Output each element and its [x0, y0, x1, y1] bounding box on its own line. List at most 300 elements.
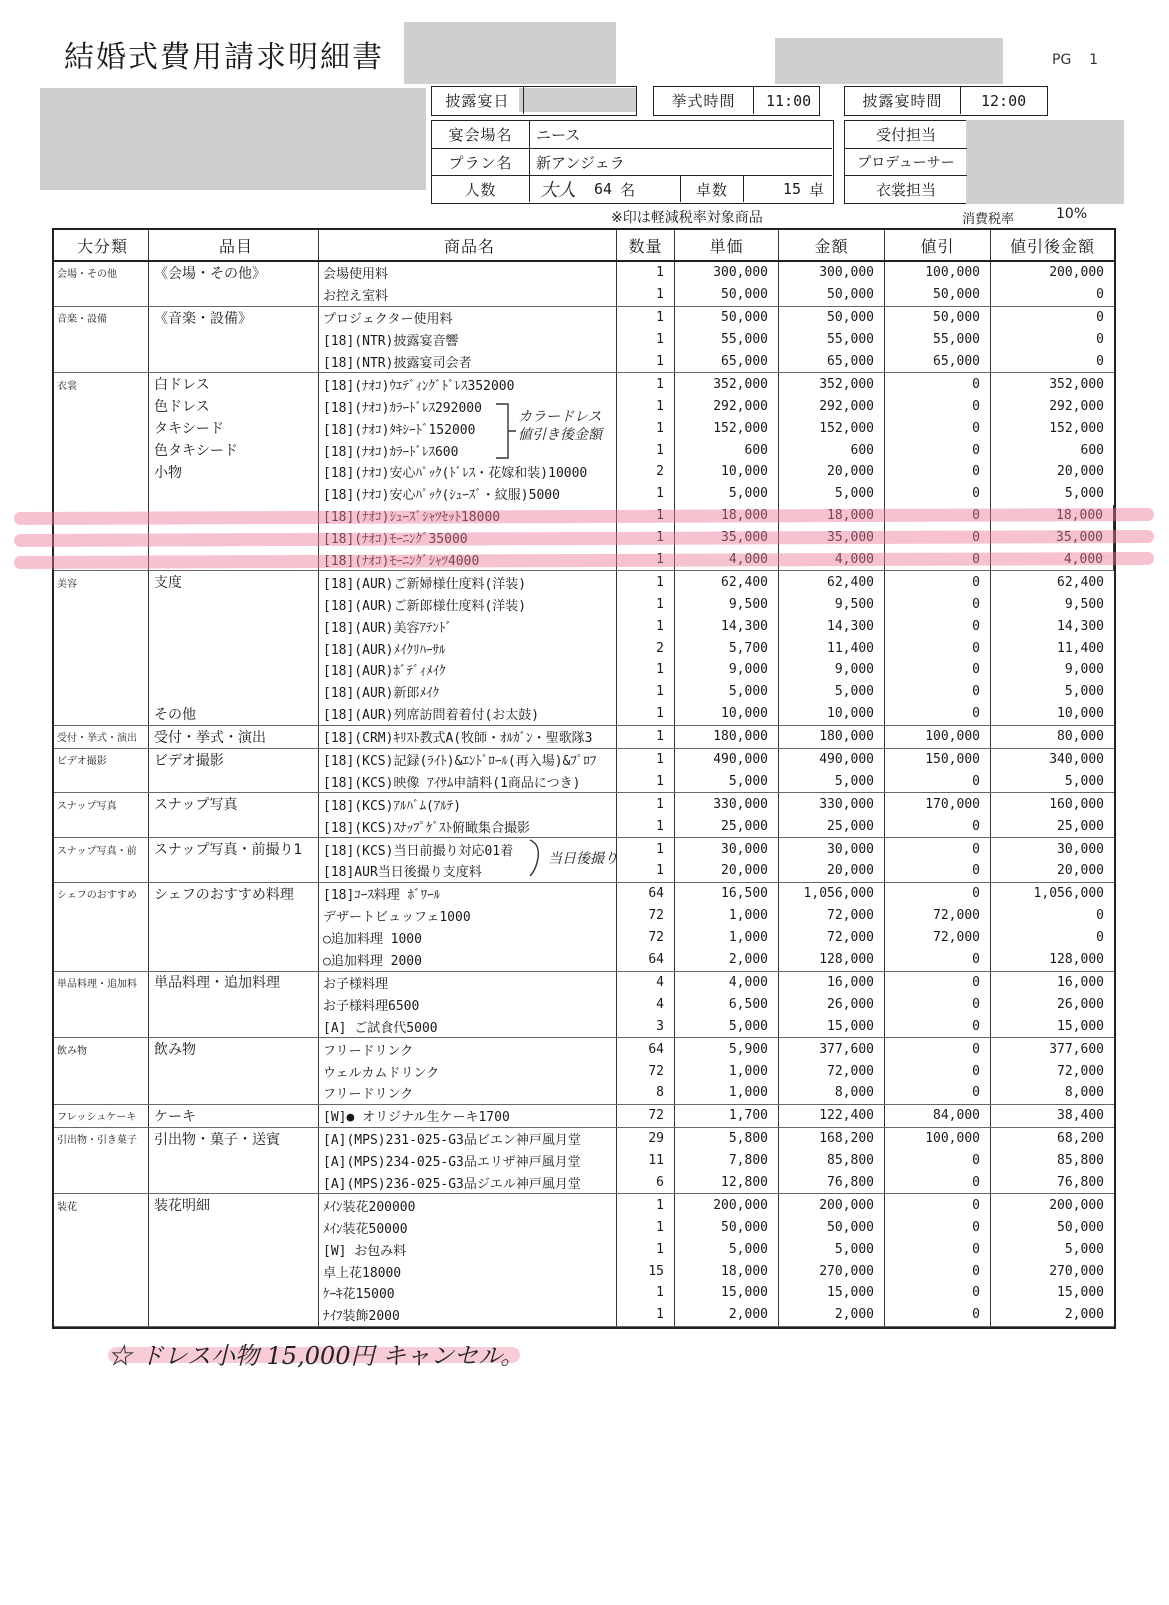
cell-net-amount: 292,000 [1049, 398, 1104, 414]
cell-unit-price: 1,700 [675, 1105, 779, 1127]
cell-item [149, 1216, 319, 1238]
cell-quantity: 6 [617, 1172, 675, 1194]
cell-amount: 72,000 [779, 927, 885, 949]
cell-item: その他 [149, 703, 319, 725]
table-row [54, 329, 1114, 351]
table-row [54, 927, 1114, 949]
cell-category [54, 549, 149, 571]
same-day-note: 当日後撮り [548, 851, 618, 867]
cell-item: 飲み物 [149, 1038, 319, 1060]
cell-net-amount: 76,800 [1057, 1174, 1104, 1190]
table-row [54, 549, 1114, 572]
cell-quantity: 1 [617, 284, 675, 306]
bracket-mark [494, 400, 518, 462]
cell-amount: 72,000 [779, 905, 885, 927]
cell-discount: 0 [885, 1038, 991, 1060]
cell-item [149, 1150, 319, 1172]
cell-net-amount: 352,000 [1049, 376, 1104, 392]
cell-category [54, 1082, 149, 1104]
cell-net-amount: 9,000 [1064, 662, 1104, 678]
cell-product: お子様料理 [319, 972, 617, 994]
cell-category: 音楽・設備 [54, 307, 149, 329]
table-row [54, 1260, 1114, 1282]
cell-unit-price: 1,000 [675, 927, 779, 949]
cell-category [54, 439, 149, 461]
cell-category [54, 815, 149, 837]
cell-product: [18](NTR)披露宴司会者 [319, 351, 617, 373]
cell-quantity: 1 [617, 815, 675, 837]
cell-net-amount: 30,000 [1057, 841, 1104, 857]
cell-quantity: 1 [617, 593, 675, 615]
cell-net-amount: 10,000 [1057, 706, 1104, 722]
cell-category: 受付・挙式・演出 [54, 726, 149, 748]
cell-amount: 1,056,000 [779, 883, 885, 905]
cell-unit-price: 10,000 [675, 461, 779, 483]
cell-quantity: 1 [617, 793, 675, 815]
table-header [54, 230, 1114, 262]
cell-amount: 377,600 [779, 1038, 885, 1060]
table-row [54, 637, 1114, 659]
cell-net-amount: 38,400 [1057, 1108, 1104, 1124]
cell-amount: 5,000 [779, 1238, 885, 1260]
cell-unit-price: 352,000 [675, 373, 779, 395]
table-row [54, 461, 1114, 483]
cell-quantity: 8 [617, 1082, 675, 1104]
cell-category [54, 1282, 149, 1304]
cell-discount: 100,000 [885, 726, 991, 748]
cell-net-amount: 2,000 [1064, 1307, 1104, 1323]
cell-net-amount: 128,000 [1049, 952, 1104, 968]
cell-amount: 4,000 [779, 549, 885, 571]
table-row [54, 1038, 1114, 1060]
cell-amount: 16,000 [779, 972, 885, 994]
cell-unit-price: 30,000 [675, 838, 779, 860]
cell-category: シェフのおすすめ [54, 883, 149, 905]
cell-item: 色タキシード [149, 439, 319, 461]
cell-discount: 0 [885, 1282, 991, 1304]
table-row [54, 351, 1114, 374]
redaction-block [404, 22, 616, 84]
cell-net-amount: 11,400 [1057, 640, 1104, 656]
cell-net-amount: 20,000 [1057, 464, 1104, 480]
cell-discount: 50,000 [885, 284, 991, 306]
cell-item [149, 860, 319, 882]
guests-prefix: 大人 [540, 180, 576, 201]
cell-discount: 0 [885, 483, 991, 505]
cell-item [149, 593, 319, 615]
cell-net-amount: 5,000 [1064, 684, 1104, 700]
venue-plan-box [431, 120, 834, 204]
cell-quantity: 72 [617, 1105, 675, 1127]
cell-amount: 9,500 [779, 593, 885, 615]
reduced-tax-note: ※印は軽減税率対象商品 [611, 210, 763, 226]
cell-item: 引出物・菓子・送賓 [149, 1128, 319, 1150]
cell-unit-price: 5,000 [675, 483, 779, 505]
cell-unit-price: 300,000 [675, 262, 779, 284]
cell-product: お子様料理6500 [319, 993, 617, 1015]
table-row [54, 527, 1114, 549]
table-row [54, 483, 1114, 505]
table-row [54, 972, 1114, 994]
cell-quantity: 1 [617, 505, 675, 527]
cell-category [54, 703, 149, 725]
cell-amount: 352,000 [779, 373, 885, 395]
cell-item [149, 1060, 319, 1082]
table-row [54, 1105, 1114, 1128]
cell-category: ビデオ撮影 [54, 749, 149, 771]
cell-category: 単品料理・追加料 [54, 972, 149, 994]
cell-amount: 300,000 [779, 262, 885, 284]
cell-net-amount: 152,000 [1049, 420, 1104, 436]
cell-quantity: 1 [617, 770, 675, 792]
cell-product: [A] ご試食代5000 [319, 1015, 617, 1037]
cell-amount: 600 [779, 439, 885, 461]
cell-discount: 0 [885, 883, 991, 905]
cell-net-amount: 26,000 [1057, 996, 1104, 1012]
cell-product: [18](ﾅｵｺ)ｶﾗｰﾄﾞﾚｽ600 [319, 439, 617, 461]
cell-discount: 65,000 [885, 351, 991, 373]
table-row [54, 593, 1114, 615]
cell-category [54, 659, 149, 681]
cell-quantity: 1 [617, 726, 675, 748]
cell-amount: 180,000 [779, 726, 885, 748]
cell-product: [18](AUR)美容ｱﾃﾝﾄﾞ [319, 615, 617, 637]
plan-label: プラン名 [432, 149, 530, 175]
cell-category [54, 681, 149, 703]
itemized-table [52, 228, 1116, 1329]
cell-discount: 72,000 [885, 927, 991, 949]
cell-amount: 20,000 [779, 461, 885, 483]
cell-unit-price: 4,000 [675, 549, 779, 571]
cell-unit-price: 14,300 [675, 615, 779, 637]
cell-category [54, 284, 149, 306]
cell-unit-price: 16,500 [675, 883, 779, 905]
cell-unit-price: 5,800 [675, 1128, 779, 1150]
cell-quantity: 1 [617, 1282, 675, 1304]
cell-unit-price: 4,000 [675, 972, 779, 994]
cell-category: 装花 [54, 1194, 149, 1216]
cell-product: [18](ﾅｵｺ)ﾓｰﾆﾝｸﾞ35000 [319, 527, 617, 549]
cell-category [54, 593, 149, 615]
cell-item [149, 815, 319, 837]
cell-quantity: 1 [617, 1238, 675, 1260]
cell-quantity: 1 [617, 483, 675, 505]
cell-discount: 0 [885, 1172, 991, 1194]
table-row [54, 749, 1114, 771]
cell-item [149, 1260, 319, 1282]
cell-item [149, 1304, 319, 1326]
tax-rate-value: 10% [1056, 206, 1088, 222]
cell-product: [18]AUR当日後撮り支度料 [319, 860, 617, 882]
redaction-block [775, 38, 1003, 84]
cell-product: [18](ﾅｵｺ)ｶﾗｰﾄﾞﾚｽ292000 [319, 395, 617, 417]
cell-unit-price: 1,000 [675, 905, 779, 927]
cell-item: 《音楽・設備》 [149, 307, 319, 329]
cell-unit-price: 55,000 [675, 329, 779, 351]
cell-quantity: 72 [617, 927, 675, 949]
cell-net-amount: 35,000 [991, 527, 1114, 549]
document-title: 結婚式費用請求明細書 [64, 40, 384, 75]
cell-discount: 0 [885, 461, 991, 483]
cell-net-amount: 4,000 [991, 549, 1114, 571]
cell-product: [18](AUR)ご新郎様仕度料(洋装) [319, 593, 617, 615]
cell-unit-price: 330,000 [675, 793, 779, 815]
cell-quantity: 1 [617, 860, 675, 882]
cell-item: 装花明細 [149, 1194, 319, 1216]
cell-item: 小物 [149, 461, 319, 483]
cell-discount: 150,000 [885, 749, 991, 771]
table-row [54, 1082, 1114, 1105]
cell-quantity: 11 [617, 1150, 675, 1172]
table-row [54, 1216, 1114, 1238]
table-row [54, 1128, 1114, 1150]
cell-net-amount: 9,500 [1064, 596, 1104, 612]
cell-quantity: 1 [617, 307, 675, 329]
cell-unit-price: 50,000 [675, 1216, 779, 1238]
cell-product: [18](ﾅｵｺ)安心ﾊﾟｯｸ(ｼｭｰｽﾞ・紋服)5000 [319, 483, 617, 505]
table-row [54, 373, 1114, 395]
cell-category: 衣裳 [54, 373, 149, 395]
cell-net-amount: 1,056,000 [1033, 886, 1104, 902]
cell-net-amount: 160,000 [1049, 796, 1104, 812]
cell-category [54, 1260, 149, 1282]
cell-discount: 0 [885, 1015, 991, 1037]
cell-amount: 5,000 [779, 681, 885, 703]
cell-amount: 9,000 [779, 659, 885, 681]
cell-quantity: 1 [617, 838, 675, 860]
cell-discount: 0 [885, 505, 991, 527]
cell-discount: 0 [885, 1238, 991, 1260]
cell-category [54, 637, 149, 659]
cell-item: 白ドレス [149, 373, 319, 395]
cell-product: [18](AUR)ﾒｲｸﾘﾊｰｻﾙ [319, 637, 617, 659]
tax-rate-label: 消費税率 [962, 212, 1015, 227]
cell-unit-price: 1,000 [675, 1082, 779, 1104]
cell-unit-price: 18,000 [675, 505, 779, 527]
bracket-mark [528, 838, 544, 878]
page-indicator [1052, 52, 1098, 68]
cell-product: [18](ﾅｵｺ)ﾀｷｼｰﾄﾞ152000 [319, 417, 617, 439]
reception-time-label: 披露宴時間 [845, 87, 961, 114]
cell-item [149, 284, 319, 306]
cell-discount: 170,000 [885, 793, 991, 815]
cell-amount: 18,000 [779, 505, 885, 527]
cell-amount: 122,400 [779, 1105, 885, 1127]
cell-category: 飲み物 [54, 1038, 149, 1060]
color-dress-note-line2: 値引き後金額 [518, 427, 602, 443]
cell-discount: 0 [885, 395, 991, 417]
cell-amount: 50,000 [779, 284, 885, 306]
cell-quantity: 1 [617, 549, 675, 571]
cell-discount: 0 [885, 1060, 991, 1082]
cell-product: [18](ﾅｵｺ)ﾓｰﾆﾝｸﾞｼｬﾂ4000 [319, 549, 617, 571]
cell-unit-price: 2,000 [675, 1304, 779, 1326]
cell-discount: 100,000 [885, 262, 991, 284]
cell-net-amount: 15,000 [1057, 1018, 1104, 1034]
cell-amount: 128,000 [779, 949, 885, 971]
cell-unit-price: 65,000 [675, 351, 779, 373]
plan-value: 新アンジェラ [536, 153, 625, 172]
cell-quantity: 4 [617, 993, 675, 1015]
cell-quantity: 1 [617, 417, 675, 439]
cell-quantity: 72 [617, 905, 675, 927]
table-row [54, 262, 1114, 284]
cell-amount: 152,000 [779, 417, 885, 439]
cell-unit-price: 35,000 [675, 527, 779, 549]
cell-unit-price: 1,000 [675, 1060, 779, 1082]
cell-amount: 72,000 [779, 1060, 885, 1082]
cell-category [54, 483, 149, 505]
cell-item [149, 1172, 319, 1194]
cell-product: [W] お包み料 [319, 1238, 617, 1260]
cell-category [54, 1172, 149, 1194]
cell-amount: 25,000 [779, 815, 885, 837]
table-row [54, 1172, 1114, 1195]
cell-amount: 85,800 [779, 1150, 885, 1172]
venue-value: ニース [536, 126, 581, 144]
cell-unit-price: 7,800 [675, 1150, 779, 1172]
cell-product: [18](KCS)記録(ﾗｲﾄ)&ｴﾝﾄﾞﾛｰﾙ(再入場)&ﾌﾟﾛﾌ [319, 749, 617, 771]
cell-discount: 0 [885, 815, 991, 837]
cell-net-amount: 0 [1096, 332, 1104, 348]
cell-product: [18](AUR)列席訪問着着付(お太鼓) [319, 703, 617, 725]
table-row [54, 571, 1114, 593]
table-row [54, 1015, 1114, 1038]
table-row [54, 1282, 1114, 1304]
col-header-product: 商品名 [319, 230, 617, 260]
cell-net-amount: 72,000 [1057, 1063, 1104, 1079]
cell-item [149, 949, 319, 971]
table-row [54, 949, 1114, 972]
cell-discount: 0 [885, 1082, 991, 1104]
cell-quantity: 64 [617, 1038, 675, 1060]
cell-item [149, 681, 319, 703]
cell-product: [18](KCS)当日前撮り対応01着 [319, 838, 617, 860]
cell-item [149, 637, 319, 659]
cell-amount: 8,000 [779, 1082, 885, 1104]
cell-amount: 270,000 [779, 1260, 885, 1282]
cell-category [54, 1150, 149, 1172]
cell-quantity: 4 [617, 972, 675, 994]
cell-amount: 2,000 [779, 1304, 885, 1326]
cell-product: ﾒｲﾝ装花200000 [319, 1194, 617, 1216]
cell-category [54, 905, 149, 927]
cell-amount: 490,000 [779, 749, 885, 771]
cell-unit-price: 50,000 [675, 284, 779, 306]
cell-amount: 11,400 [779, 637, 885, 659]
cell-unit-price: 20,000 [675, 860, 779, 882]
cell-item [149, 993, 319, 1015]
cell-quantity: 3 [617, 1015, 675, 1037]
cell-net-amount: 14,300 [1057, 618, 1104, 634]
cell-item [149, 483, 319, 505]
table-row [54, 615, 1114, 637]
color-dress-note [518, 408, 602, 444]
cell-item [149, 905, 319, 927]
page-label: PG [1052, 52, 1072, 68]
cell-amount: 330,000 [779, 793, 885, 815]
cell-discount: 0 [885, 659, 991, 681]
cell-unit-price: 5,000 [675, 770, 779, 792]
cell-product: [18](ﾅｵｺ)ｳｴﾃﾞｨﾝｸﾞﾄﾞﾚｽ352000 [319, 373, 617, 395]
cell-quantity: 1 [617, 571, 675, 593]
cell-category [54, 505, 149, 527]
col-header-category: 大分類 [54, 230, 149, 260]
cell-quantity: 64 [617, 949, 675, 971]
cell-category [54, 615, 149, 637]
cell-product: [18](AUR)ﾎﾞﾃﾞｨﾒｲｸ [319, 659, 617, 681]
cell-item [149, 1082, 319, 1104]
cell-unit-price: 6,500 [675, 993, 779, 1015]
cell-net-amount: 0 [1096, 310, 1104, 326]
cell-amount: 5,000 [779, 770, 885, 792]
cell-net-amount: 270,000 [1049, 1263, 1104, 1279]
venue-label: 宴会場名 [432, 121, 530, 148]
cell-product: [18](KCS)ｱﾙﾊﾞﾑ(ｱﾙﾃ) [319, 793, 617, 815]
cell-discount: 0 [885, 571, 991, 593]
cell-discount: 0 [885, 1304, 991, 1326]
table-row [54, 284, 1114, 307]
cell-discount: 100,000 [885, 1128, 991, 1150]
table-row [54, 993, 1114, 1015]
cell-discount: 0 [885, 681, 991, 703]
cell-discount: 0 [885, 972, 991, 994]
cell-unit-price: 62,400 [675, 571, 779, 593]
cell-product: [18](AUR)ご新婦様仕度料(洋装) [319, 571, 617, 593]
cell-category: 会場・その他 [54, 262, 149, 284]
cell-discount: 0 [885, 527, 991, 549]
cell-amount: 62,400 [779, 571, 885, 593]
cell-product: 会場使用料 [319, 262, 617, 284]
cell-item: 受付・挙式・演出 [149, 726, 319, 748]
cell-item: スナップ写真 [149, 793, 319, 815]
cell-discount: 0 [885, 549, 991, 571]
table-row [54, 1304, 1114, 1327]
table-row [54, 681, 1114, 703]
cell-category [54, 527, 149, 549]
cell-net-amount: 15,000 [1057, 1285, 1104, 1301]
cell-product: [18](KCS)映像 ｱｲｻﾑ申請料(1商品につき) [319, 770, 617, 792]
cell-product: ○追加料理 1000 [319, 927, 617, 949]
cell-amount: 15,000 [779, 1015, 885, 1037]
cell-quantity: 1 [617, 262, 675, 284]
cell-product: プロジェクター使用料 [319, 307, 617, 329]
cell-product: [A](MPS)236-025-G3品ジエル神戸風月堂 [319, 1172, 617, 1194]
cell-item [149, 527, 319, 549]
footer-note: ☆ ドレス小物 15,000円 キャンセル。 [108, 1342, 525, 1370]
cell-product: フリードリンク [319, 1082, 617, 1104]
col-header-unit-price: 単価 [675, 230, 779, 260]
cell-item [149, 1015, 319, 1037]
cell-item [149, 1238, 319, 1260]
cell-item [149, 505, 319, 527]
cell-amount: 65,000 [779, 351, 885, 373]
cell-discount: 0 [885, 949, 991, 971]
cell-category [54, 1060, 149, 1082]
cell-net-amount: 5,000 [1064, 773, 1104, 789]
cell-item [149, 659, 319, 681]
tables-value [750, 176, 830, 202]
cell-item [149, 351, 319, 373]
cell-category [54, 1304, 149, 1326]
cell-quantity: 1 [617, 1194, 675, 1216]
cell-unit-price: 10,000 [675, 703, 779, 725]
cell-net-amount: 0 [1096, 908, 1104, 924]
cell-unit-price: 50,000 [675, 307, 779, 329]
cell-category: スナップ写真・前 [54, 838, 149, 860]
cell-unit-price: 490,000 [675, 749, 779, 771]
cell-category: 引出物・引き菓子 [54, 1128, 149, 1150]
